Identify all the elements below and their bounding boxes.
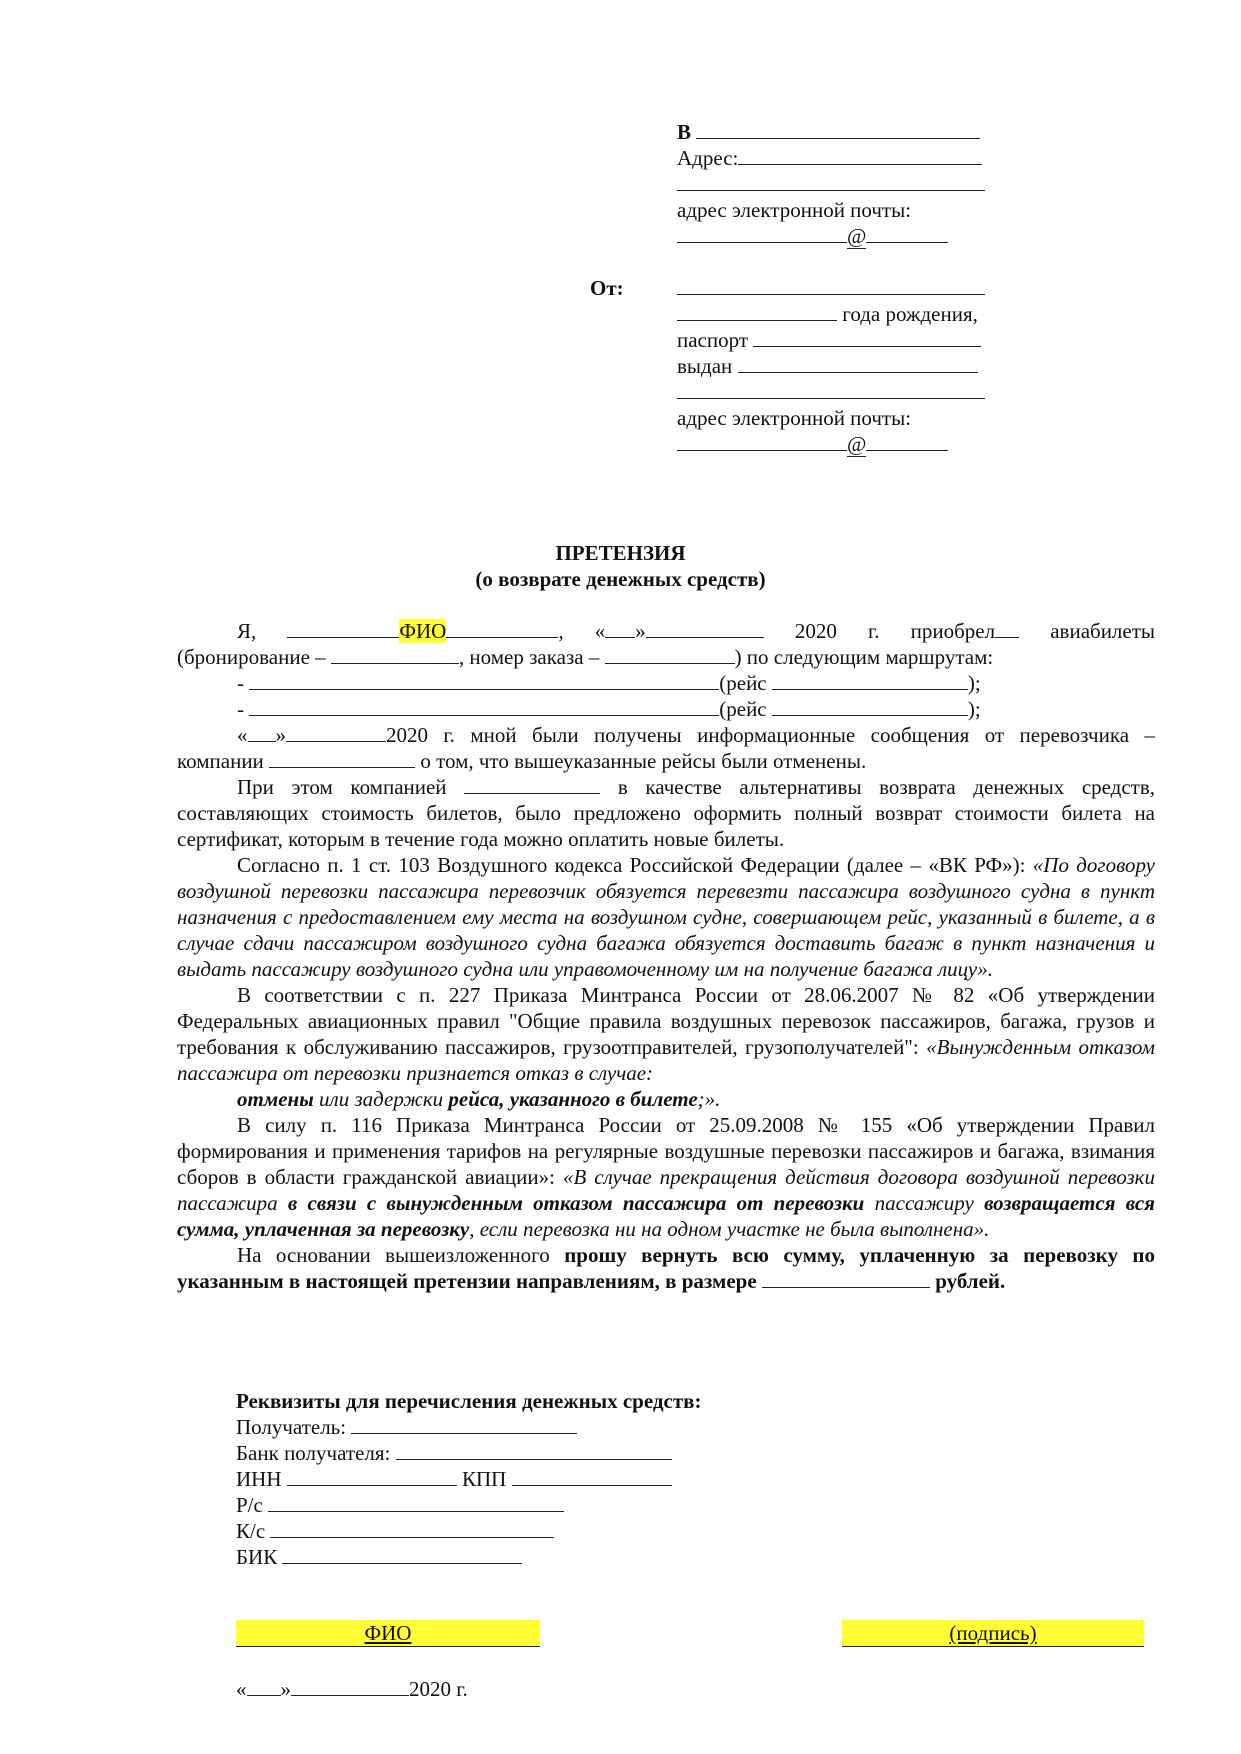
to-line bbox=[677, 119, 980, 145]
fio-blank-post[interactable] bbox=[446, 619, 558, 638]
body-text: В силу п. 116 Приказа Минтранса России от 25.09.2008 № 155 «Об утверждении Правил формирования и применения тарифов на регулярные воздушные перевозки пассажиров и багажа, взимания сборов в области гражданской авиации»: bbox=[177, 1113, 1155, 1189]
body-text: - bbox=[237, 697, 244, 721]
flight-blank-2[interactable] bbox=[772, 697, 968, 716]
day-blank[interactable] bbox=[605, 619, 635, 638]
at-sign-2: @ bbox=[847, 432, 867, 456]
body-text: » bbox=[275, 723, 286, 747]
body-text: рублей. bbox=[935, 1269, 1006, 1293]
passport-blank[interactable] bbox=[753, 328, 981, 347]
order-blank[interactable] bbox=[605, 645, 735, 664]
date-line bbox=[236, 1676, 468, 1702]
address-blank[interactable] bbox=[738, 146, 982, 165]
gender-blank[interactable] bbox=[995, 619, 1019, 638]
body-text: ;». bbox=[697, 1087, 721, 1111]
bik-blank[interactable] bbox=[282, 1545, 522, 1564]
body-text: (бронирование – bbox=[177, 645, 326, 669]
email-label-2: адрес электронной почты: bbox=[677, 406, 912, 430]
body-text: отмены bbox=[237, 1087, 314, 1111]
address-line bbox=[677, 145, 982, 171]
rs-line bbox=[236, 1492, 564, 1518]
body-line-5 bbox=[177, 722, 1155, 748]
doc-subtitle: (о возврате денежных средств) bbox=[475, 567, 766, 591]
date-day-blank[interactable] bbox=[247, 1677, 281, 1696]
bank-line bbox=[236, 1440, 672, 1466]
signature-fio-field[interactable] bbox=[236, 1620, 540, 1647]
route-blank-2[interactable] bbox=[249, 697, 719, 716]
to-label: В bbox=[677, 120, 692, 144]
order227-quote: «Вынужденным отказом пассажира от перевозки признается отказ в случае: bbox=[177, 1035, 1155, 1085]
body-text: авиабилеты bbox=[1050, 619, 1156, 643]
body-text: , номер заказа – bbox=[458, 645, 600, 669]
body-line-1 bbox=[177, 618, 1155, 644]
body-line-2 bbox=[177, 644, 1155, 670]
request-bold: прошу вернуть всю сумму, уплаченную за перевозку по указанным в настоящей претензии направлениям, в размере bbox=[177, 1243, 1155, 1293]
rs-blank[interactable] bbox=[268, 1493, 564, 1512]
issued-label: выдан bbox=[677, 354, 733, 378]
flight-blank-1[interactable] bbox=[772, 671, 968, 690]
issued-line-2 bbox=[677, 379, 985, 405]
claim-body bbox=[177, 618, 1155, 1294]
body-text: ); bbox=[967, 671, 981, 695]
inn-kpp-line bbox=[236, 1466, 672, 1492]
body-text: рейса, указанного в билете bbox=[448, 1087, 698, 1111]
route-line-1 bbox=[177, 670, 1155, 696]
body-text: (рейс bbox=[719, 697, 767, 721]
body-text: 2020 г. приобрел bbox=[794, 619, 996, 643]
body-text: о том, что вышеуказанные рейсы были отменены. bbox=[420, 749, 867, 773]
body-line-6 bbox=[177, 748, 1155, 774]
bank-label: Банк получателя: bbox=[236, 1441, 391, 1465]
bik-line bbox=[236, 1544, 522, 1570]
body-text: - bbox=[237, 671, 244, 695]
body-text: в качестве альтернативы возврата денежных средств, составляющих стоимость билетов, было предложено оформить полный возврат стоимости билета на сертификат, которым в течение года можно оплатить новые билеты. bbox=[177, 775, 1156, 851]
address-label: Адрес: bbox=[677, 146, 739, 170]
kpp-label: КПП bbox=[462, 1467, 507, 1491]
ks-line bbox=[236, 1518, 554, 1544]
route-line-2 bbox=[177, 696, 1155, 722]
email-domain-blank-2[interactable] bbox=[866, 432, 948, 451]
from-name-blank[interactable] bbox=[677, 276, 985, 295]
recipient-label: Получатель: bbox=[236, 1415, 347, 1439]
email-line-1 bbox=[677, 223, 948, 249]
body-text: Я, bbox=[237, 619, 257, 643]
fio-blank-pre[interactable] bbox=[287, 619, 399, 638]
ks-blank[interactable] bbox=[270, 1519, 554, 1538]
from-name-line bbox=[677, 275, 985, 301]
carrier-blank[interactable] bbox=[269, 749, 415, 768]
booking-blank[interactable] bbox=[331, 645, 459, 664]
body-text: В соответствии с п. 227 Приказа Минтранса России от 28.06.2007 № 82 «Об утверждении Федеральных авиационных правил "Общие правила воздушных перевозок пассажиров, багажа, грузов и требования к обслуживанию пассажиров, грузоотправителей, грузополучателей": bbox=[177, 983, 1155, 1059]
msg-month-blank[interactable] bbox=[286, 723, 386, 742]
month-blank[interactable] bbox=[646, 619, 764, 638]
order227-item bbox=[177, 1086, 1155, 1112]
birth-label: года рождения, bbox=[842, 302, 978, 326]
body-text: , если перевозка ни на одном участке не была выполнена». bbox=[469, 1217, 990, 1241]
at-sign: @ bbox=[847, 224, 867, 248]
body-text: « bbox=[237, 723, 248, 747]
to-blank[interactable] bbox=[696, 120, 980, 139]
body-text: 2020 г. мной были получены информационные сообщения от перевозчика – bbox=[386, 723, 1155, 747]
body-text: компании bbox=[177, 749, 264, 773]
alt-paragraph bbox=[177, 774, 1155, 852]
msg-day-blank[interactable] bbox=[248, 723, 276, 742]
vk-quote: «По договору воздушной перевозки пассажира перевозчик обязуется перевезти пассажира воздушного судна в пункт назначения с предоставлением ему места на воздушном судне, совершающем рейс, указанный в билете, а в случае сдачи пассажиром воздушного судна багажа обязуется доставить багаж в пункт назначения и выдать пассажиру воздушного судна или управомоченному им на получение багажа лицу». bbox=[177, 853, 1155, 981]
email-user-blank-2[interactable] bbox=[677, 432, 847, 451]
amount-blank[interactable] bbox=[762, 1269, 930, 1288]
issued-blank[interactable] bbox=[738, 354, 978, 373]
date-close-quote: » bbox=[280, 1677, 291, 1701]
passport-label: паспорт bbox=[677, 328, 749, 352]
signature-sign-label: (подпись) bbox=[949, 1621, 1037, 1645]
date-open-quote: « bbox=[236, 1677, 247, 1701]
vk-paragraph bbox=[177, 852, 1155, 982]
signature-sign-field[interactable] bbox=[842, 1620, 1144, 1647]
order227-paragraph bbox=[177, 982, 1155, 1086]
fio-highlight: ФИО bbox=[399, 619, 447, 643]
body-text: пассажиру bbox=[864, 1191, 985, 1215]
issued-blank-2[interactable] bbox=[677, 380, 985, 399]
birth-blank[interactable] bbox=[677, 302, 837, 321]
signature-fio-label: ФИО bbox=[364, 1621, 412, 1645]
kpp-blank[interactable] bbox=[512, 1467, 672, 1486]
body-text: ); bbox=[967, 697, 981, 721]
bik-label: БИК bbox=[236, 1545, 278, 1569]
doc-title: ПРЕТЕНЗИЯ bbox=[555, 541, 686, 565]
body-text: При этом компанией bbox=[237, 775, 447, 799]
body-text: На основании вышеизложенного bbox=[237, 1243, 565, 1267]
body-text: » bbox=[635, 619, 646, 643]
order116-paragraph bbox=[177, 1112, 1155, 1242]
email-domain-blank-1[interactable] bbox=[866, 224, 948, 243]
ks-label: К/с bbox=[236, 1519, 266, 1543]
body-text: « bbox=[594, 619, 606, 643]
recipient-blank[interactable] bbox=[351, 1415, 577, 1434]
request-paragraph bbox=[177, 1242, 1155, 1294]
email-user-blank-1[interactable] bbox=[677, 224, 847, 243]
address-blank-2[interactable] bbox=[677, 172, 985, 191]
issued-line bbox=[677, 353, 978, 379]
route-blank-1[interactable] bbox=[249, 671, 719, 690]
body-text: , bbox=[558, 619, 564, 643]
passport-line bbox=[677, 327, 981, 353]
inn-blank[interactable] bbox=[287, 1467, 457, 1486]
requisites-title: Реквизиты для перечисления денежных средств: bbox=[236, 1389, 702, 1413]
rs-label: Р/с bbox=[236, 1493, 263, 1517]
bank-blank[interactable] bbox=[396, 1441, 672, 1460]
body-text: (рейс bbox=[719, 671, 767, 695]
body-text: возвращается вся сумма, уплаченная за перевозку bbox=[177, 1191, 1155, 1241]
address-line-2 bbox=[677, 171, 985, 197]
body-text: ) по следующим маршрутам: bbox=[734, 645, 994, 669]
email-label-1: адрес электронной почты: bbox=[677, 198, 912, 222]
body-text: «В случае прекращения действия договора воздушной перевозки пассажира bbox=[177, 1165, 1155, 1215]
body-text: или задержки bbox=[313, 1087, 449, 1111]
date-month-blank[interactable] bbox=[291, 1677, 409, 1696]
date-year: 2020 г. bbox=[409, 1677, 468, 1701]
birth-line bbox=[677, 301, 978, 327]
body-text: в связи с вынужденным отказом пассажира от перевозки bbox=[287, 1191, 865, 1215]
email-line-2 bbox=[677, 431, 948, 457]
body-text: Согласно п. 1 ст. 103 Воздушного кодекса Российской Федерации (далее – «ВК РФ»): bbox=[237, 853, 1033, 877]
inn-label: ИНН bbox=[236, 1467, 282, 1491]
recipient-line bbox=[236, 1414, 577, 1440]
company-blank[interactable] bbox=[464, 775, 600, 794]
from-label: От: bbox=[590, 276, 624, 300]
